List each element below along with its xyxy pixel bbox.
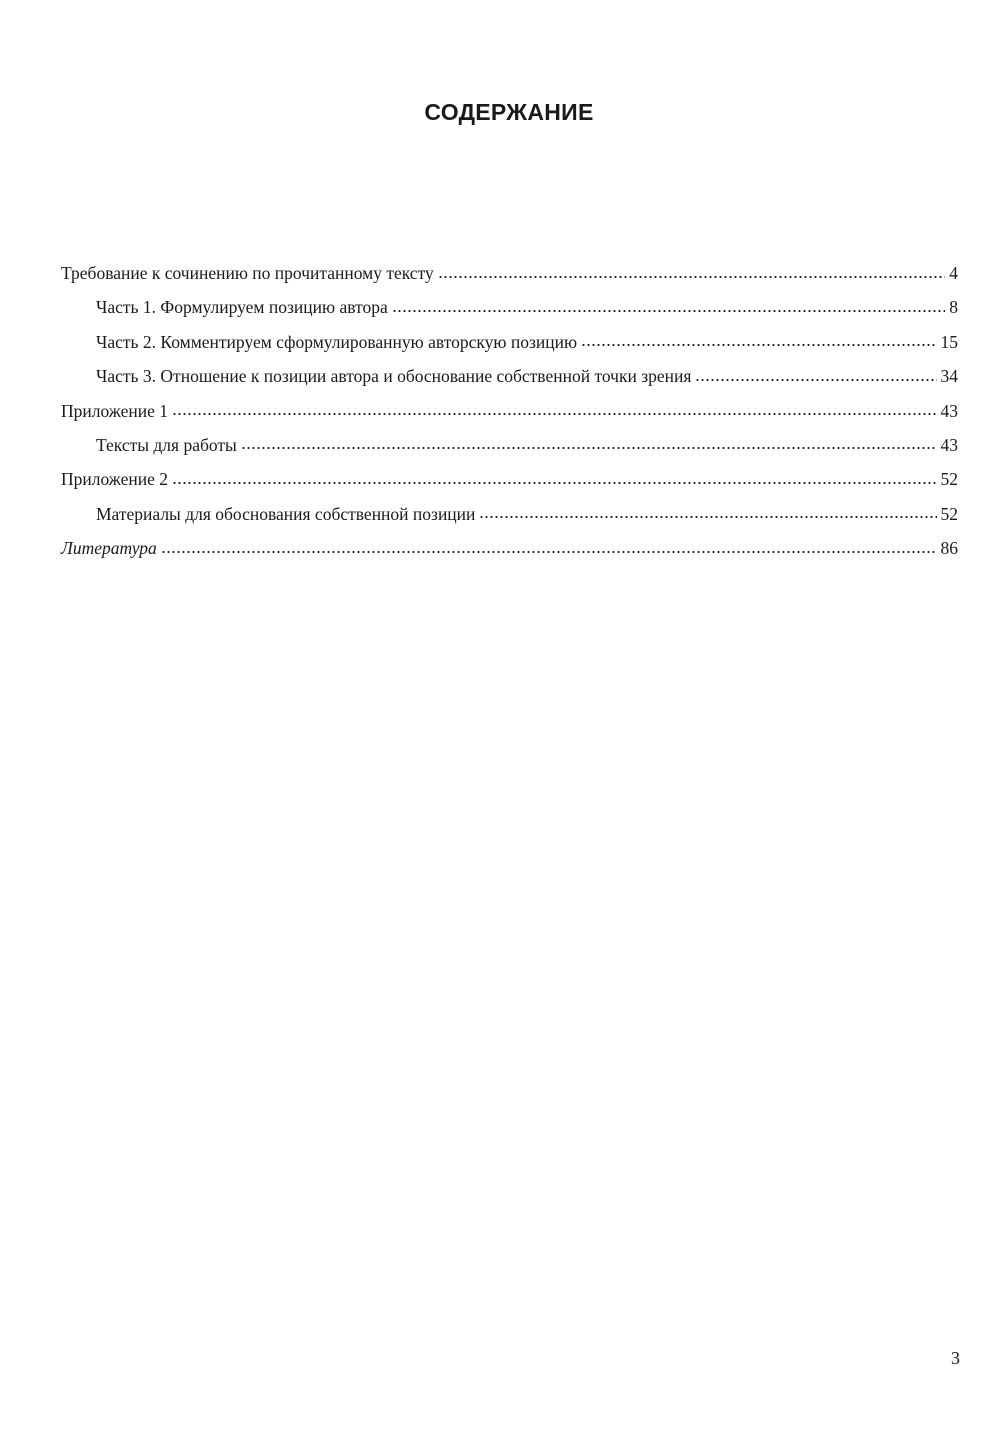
toc-entry-page: 8 [949,297,958,318]
page-number: 3 [951,1348,960,1368]
toc-entry[interactable] [61,256,958,290]
toc-entry[interactable] [61,531,958,565]
toc-entry-page: 4 [949,263,958,283]
dot-leader [392,308,946,313]
toc-entry-label: Часть 2. Комментируем сформулированную авторскую позицию [96,331,578,352]
toc-entry-label: Литература [61,538,157,559]
dot-leader [241,446,937,451]
toc-entry-label: Тексты для работы [96,434,237,455]
dot-leader [581,343,936,348]
dot-leader [695,377,936,382]
toc-entry[interactable] [61,462,958,496]
dot-leader [161,549,937,554]
dot-leader [172,412,936,417]
toc-entry-page: 34 [940,366,958,387]
toc-entry-page: 43 [940,400,958,421]
toc-entry[interactable] [61,497,958,531]
toc-entry[interactable] [61,394,958,428]
toc-entry-page: 52 [940,503,958,524]
toc-entry-label: Часть 3. Отношение к позиции автора и обоснование собственной точки зрения [96,366,692,387]
page-title: СОДЕРЖАНИЕ [424,99,594,125]
dot-leader [438,274,946,279]
toc-entry[interactable] [61,359,958,393]
dot-leader [172,480,936,485]
toc-entry-label: Материалы для обоснования собственной позиции [96,503,476,524]
toc-entry-page: 43 [940,434,958,455]
toc-entry-page: 15 [940,331,958,352]
toc-entry-label: Часть 1. Формулируем позицию автора [96,297,388,318]
toc-entry[interactable] [61,290,958,324]
toc-entry-label: Приложение 1 [61,400,169,421]
toc-entry-page: 52 [940,469,958,490]
toc-entry[interactable] [61,428,958,462]
toc-entry-label: Приложение 2 [61,469,169,490]
table-of-contents [61,256,958,566]
toc-entry-page: 86 [940,538,958,559]
toc-entry[interactable] [61,325,958,359]
dot-leader [479,515,936,520]
toc-entry-label: Требование к сочинению по прочитанному тексту [61,263,434,283]
